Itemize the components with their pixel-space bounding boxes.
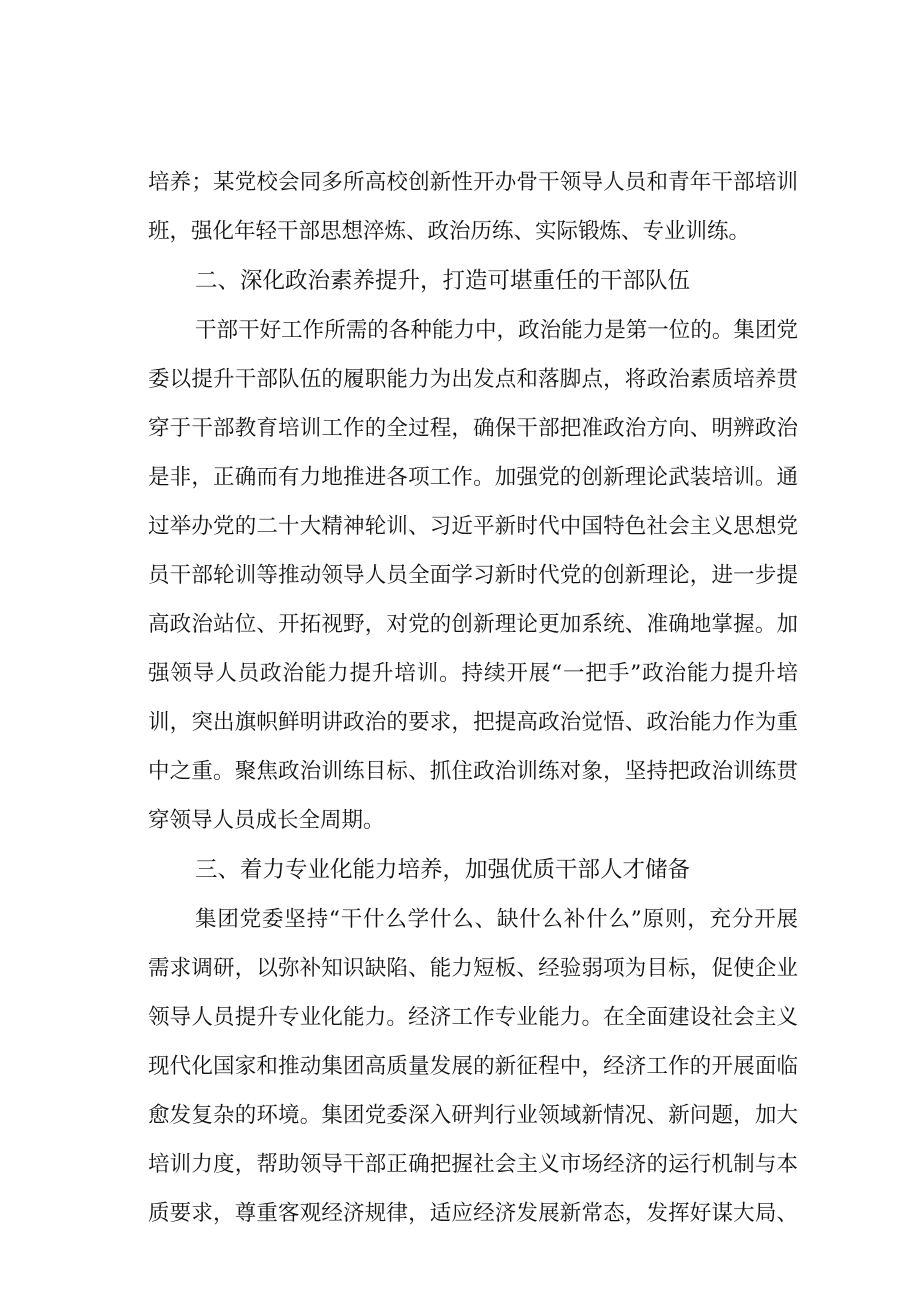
text-line: 质要求，尊重客观经济规律，适应经济发展新常态，发挥好谋大局、	[148, 1201, 798, 1226]
paragraph-training-continued	[148, 158, 798, 256]
text-line: 强领导人员政治能力提升培训。持续开展“一把手”政治能力提升培	[148, 661, 798, 686]
text-line: 集团党委坚持“干什么学什么、缺什么补什么”原则，充分开展	[195, 907, 798, 932]
text-line: 穿于干部教育培训工作的全过程，确保干部把准政治方向、明辨政治	[148, 416, 798, 441]
text-line: 过举办党的二十大精神轮训、习近平新时代中国特色社会主义思想党	[148, 514, 798, 539]
document-body	[148, 158, 798, 1238]
text-line: 干部干好工作所需的各种能力中，政治能力是第一位的。集团党	[195, 318, 798, 343]
text-line: 中之重。聚焦政治训练目标、抓住政治训练对象，坚持把政治训练贯	[148, 759, 798, 784]
text-line: 需求调研，以弥补知识缺陷、能力短板、经验弱项为目标，促使企业	[148, 956, 798, 981]
section-heading-3: 三、着力专业化能力培养，加强优质干部人才储备	[195, 857, 691, 883]
text-line: 是非，正确而有力地推进各项工作。加强党的创新理论武装培训。通	[148, 465, 798, 490]
text-line: 现代化国家和推动集团高质量发展的新征程中，经济工作的开展面临	[148, 1054, 798, 1079]
text-line: 班，强化年轻干部思想淬炼、政治历练、实际锻炼、专业训练。	[148, 219, 751, 244]
text-line: 训，突出旗帜鲜明讲政治的要求，把提高政治觉悟、政治能力作为重	[148, 710, 798, 735]
section-heading-2: 二、深化政治素养提升，打造可堪重任的干部队伍	[195, 268, 691, 294]
text-line: 穿领导人员成长全周期。	[148, 808, 385, 833]
paragraph-professional-ability	[148, 895, 798, 1238]
text-line: 高政治站位、开拓视野，对党的创新理论更加系统、准确地掌握。加	[148, 612, 798, 637]
text-line: 培养；某党校会同多所高校创新性开办骨干领导人员和青年干部培训	[148, 170, 798, 195]
paragraph-political-quality	[148, 306, 798, 845]
text-line: 领导人员提升专业化能力。经济工作专业能力。在全面建设社会主义	[148, 1005, 798, 1030]
text-line: 委以提升干部队伍的履职能力为出发点和落脚点，将政治素质培养贯	[148, 367, 798, 392]
text-line: 员干部轮训等推动领导人员全面学习新时代党的创新理论，进一步提	[148, 563, 798, 588]
text-line: 愈发复杂的环境。集团党委深入研判行业领域新情况、新问题，加大	[148, 1103, 798, 1128]
text-line: 培训力度，帮助领导干部正确把握社会主义市场经济的运行机制与本	[148, 1152, 798, 1177]
